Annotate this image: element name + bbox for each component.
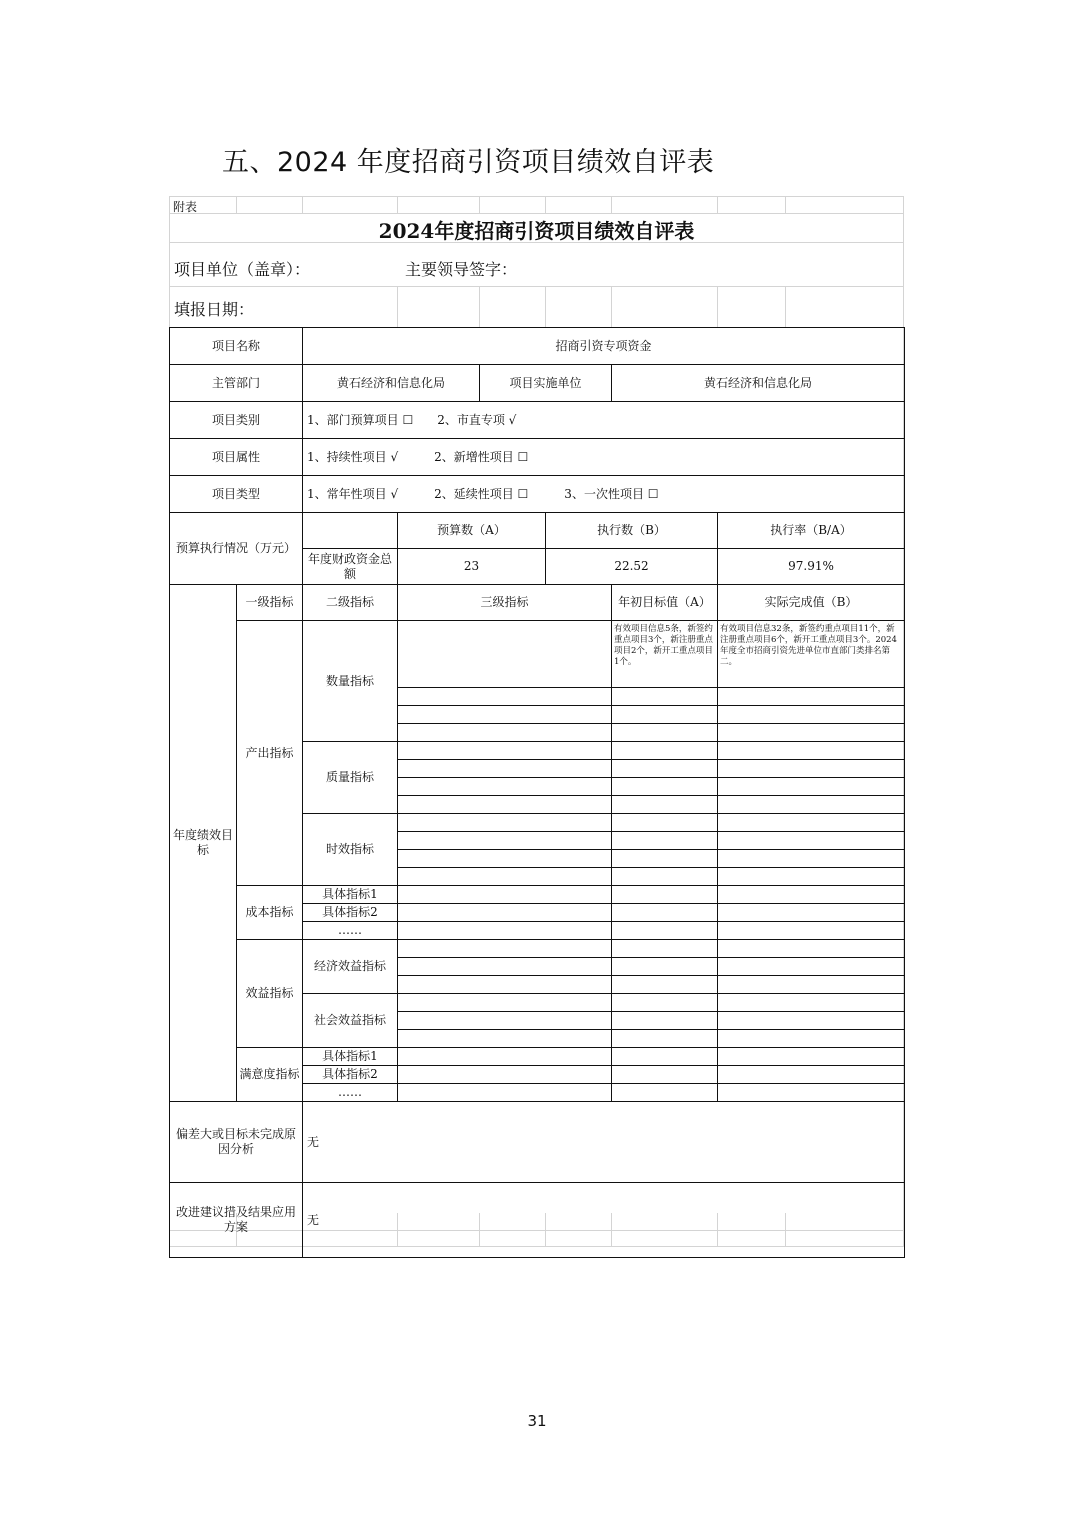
quality-indicator-label: 质量指标 <box>303 742 398 814</box>
empty-cell <box>718 922 905 940</box>
deviation-value: 无 <box>303 1102 905 1183</box>
empty-cell <box>718 1066 905 1084</box>
empty-cell <box>718 904 905 922</box>
dept-label: 主管部门 <box>170 365 303 402</box>
budget-col-rate: 执行率（B/A） <box>718 513 905 549</box>
empty-cell <box>612 1048 718 1066</box>
empty-cell <box>718 976 905 994</box>
empty-cell <box>612 778 718 796</box>
empty-cell <box>398 850 612 868</box>
satisfaction-indicator-label: 满意度指标 <box>237 1048 303 1102</box>
empty-cell <box>398 688 612 706</box>
table-title: 2024年度招商引资项目绩效自评表 <box>378 219 695 243</box>
empty-cell <box>612 922 718 940</box>
empty-cell <box>612 688 718 706</box>
empty-cell <box>718 796 905 814</box>
budget-b-value: 22.52 <box>546 549 718 585</box>
empty-cell <box>612 976 718 994</box>
project-name-label: 项目名称 <box>170 328 303 365</box>
improvement-value: 无 <box>303 1183 905 1258</box>
empty-cell <box>718 760 905 778</box>
category-label: 项目类别 <box>170 402 303 439</box>
empty-cell <box>398 706 612 724</box>
budget-label: 预算执行情况（万元） <box>170 513 303 585</box>
empty-cell <box>718 688 905 706</box>
empty-cell <box>718 814 905 832</box>
empty-cell <box>612 814 718 832</box>
empty-cell <box>718 742 905 760</box>
empty-cell <box>398 922 612 940</box>
empty-cell <box>398 832 612 850</box>
page-heading: 五、2024 年度招商引资项目绩效自评表 <box>222 147 715 178</box>
empty-cell <box>612 742 718 760</box>
cost-item-more: …… <box>303 922 398 940</box>
dept-value: 黄石经济和信息化局 <box>303 365 480 402</box>
header-target: 年初目标值（A） <box>612 585 718 621</box>
empty-cell <box>398 868 612 886</box>
empty-cell <box>612 886 718 904</box>
cost-indicator-label: 成本指标 <box>237 886 303 940</box>
empty-cell <box>718 850 905 868</box>
attribute-label: 项目属性 <box>170 439 303 476</box>
empty-cell <box>718 832 905 850</box>
empty-cell <box>612 958 718 976</box>
empty-cell <box>612 1084 718 1102</box>
empty-cell <box>398 724 612 742</box>
empty-cell <box>612 868 718 886</box>
empty-cell <box>612 1012 718 1030</box>
cost-item-1: 具体指标1 <box>303 886 398 904</box>
empty-cell <box>398 1066 612 1084</box>
budget-a-value: 23 <box>398 549 546 585</box>
empty-cell <box>612 940 718 958</box>
empty-cell <box>398 814 612 832</box>
timeliness-indicator-label: 时效指标 <box>303 814 398 886</box>
impl-unit-value: 黄石经济和信息化局 <box>612 365 905 402</box>
empty-cell <box>612 832 718 850</box>
budget-row-label: 年度财政资金总额 <box>303 549 398 585</box>
empty-cell <box>612 724 718 742</box>
social-benefit-label: 社会效益指标 <box>303 994 398 1048</box>
empty-cell <box>398 976 612 994</box>
empty-cell <box>612 760 718 778</box>
empty-cell <box>718 958 905 976</box>
empty-cell <box>718 724 905 742</box>
empty-cell <box>718 868 905 886</box>
category-value: 1、部门预算项目 ☐ 2、市直专项 √ <box>303 402 905 439</box>
empty-cell <box>612 796 718 814</box>
empty-cell <box>398 994 612 1012</box>
header-level1: 一级指标 <box>237 585 303 621</box>
unit-label: 项目单位（盖章）： <box>174 260 311 279</box>
perf-section-label: 年度绩效目标 <box>170 585 237 1102</box>
empty-cell <box>398 904 612 922</box>
satisfaction-item-1: 具体指标1 <box>303 1048 398 1066</box>
empty-cell <box>718 994 905 1012</box>
satisfaction-item-more: …… <box>303 1084 398 1102</box>
empty-cell <box>398 621 612 688</box>
evaluation-table <box>169 327 905 1258</box>
budget-col-b: 执行数（B） <box>546 513 718 549</box>
budget-col-a: 预算数（A） <box>398 513 546 549</box>
quantity-target-text: 有效项目信息5条，新签约重点项目3个，新注册重点项目2个，新开工重点项目1个。 <box>612 621 718 688</box>
attribute-value: 1、持续性项目 √ 2、新增性项目 ☐ <box>303 439 905 476</box>
empty-cell <box>398 796 612 814</box>
empty-cell <box>718 1030 905 1048</box>
empty-cell <box>612 706 718 724</box>
output-indicator-label: 产出指标 <box>237 621 303 886</box>
improvement-label: 改进建议措及结果应用方案 <box>170 1183 303 1258</box>
empty-cell <box>612 1030 718 1048</box>
empty-cell <box>612 850 718 868</box>
empty-cell <box>398 940 612 958</box>
empty-cell <box>398 778 612 796</box>
header-level3: 三级指标 <box>398 585 612 621</box>
impl-unit-label: 项目实施单位 <box>480 365 612 402</box>
empty-cell <box>718 1012 905 1030</box>
project-name-value: 招商引资专项资金 <box>303 328 905 365</box>
budget-rate-value: 97.91% <box>718 549 905 585</box>
quantity-actual-text: 有效项目信息32条，新签约重点项目11个，新注册重点项目6个，新开工重点项目3个。2024年度全市招商引资先进单位市直部门类排名第二。 <box>718 621 905 688</box>
empty-cell <box>718 778 905 796</box>
empty-cell <box>398 886 612 904</box>
header-level2: 二级指标 <box>303 585 398 621</box>
page-number: 31 <box>527 1412 547 1430</box>
empty-cell <box>398 1030 612 1048</box>
empty-cell <box>612 904 718 922</box>
empty-cell <box>718 940 905 958</box>
benefit-indicator-label: 效益指标 <box>237 940 303 1048</box>
header-actual: 实际完成值（B） <box>718 585 905 621</box>
satisfaction-item-2: 具体指标2 <box>303 1066 398 1084</box>
empty-cell <box>718 886 905 904</box>
empty-cell <box>398 1048 612 1066</box>
appendix-label: 附表 <box>173 200 198 214</box>
empty-cell <box>718 706 905 724</box>
empty-cell <box>718 1048 905 1066</box>
cost-item-2: 具体指标2 <box>303 904 398 922</box>
deviation-label: 偏差大或目标未完成原因分析 <box>170 1102 303 1183</box>
empty-cell <box>398 958 612 976</box>
economic-benefit-label: 经济效益指标 <box>303 940 398 994</box>
empty-cell <box>612 994 718 1012</box>
type-label: 项目类型 <box>170 476 303 513</box>
empty-cell <box>398 760 612 778</box>
date-label: 填报日期： <box>174 300 255 319</box>
empty-cell <box>398 1084 612 1102</box>
empty-cell <box>612 1066 718 1084</box>
empty-cell <box>398 1012 612 1030</box>
leader-signature-label: 主要领导签字： <box>405 260 518 279</box>
empty-cell <box>718 1084 905 1102</box>
empty-cell <box>398 742 612 760</box>
quantity-indicator-label: 数量指标 <box>303 621 398 742</box>
type-value: 1、常年性项目 √ 2、延续性项目 ☐ 3、一次性项目 ☐ <box>303 476 905 513</box>
budget-empty-cell <box>303 513 398 549</box>
